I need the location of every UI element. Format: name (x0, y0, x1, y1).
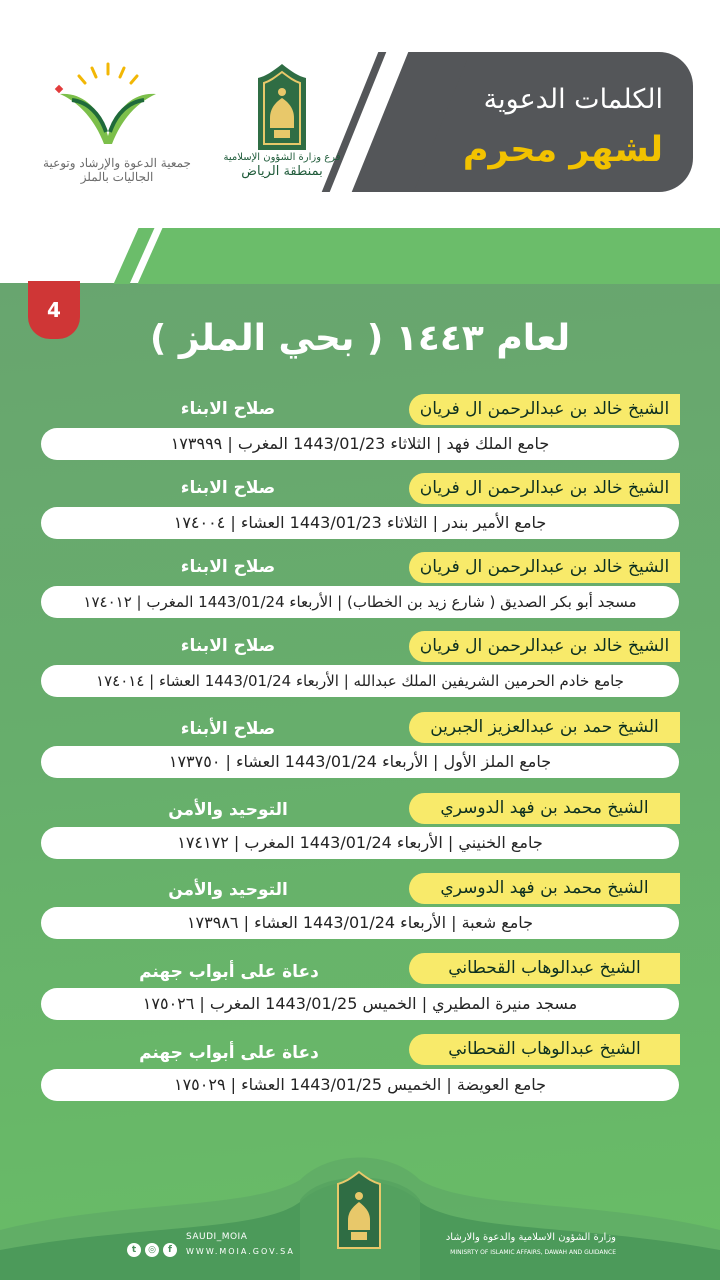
topic-title: التوحيد والأمن (168, 880, 288, 900)
ministry-logo (322, 1168, 396, 1258)
ministry-name-ar: وزارة الشؤون الاسلامية والدعوة والارشاد (445, 1232, 616, 1243)
topic-title: التوحيد والأمن (168, 800, 288, 820)
speaker-name: الشيخ خالد بن عبدالرحمن ال فريان (409, 552, 680, 583)
speaker-name: الشيخ خالد بن عبدالرحمن ال فريان (409, 473, 680, 504)
speaker-name: الشيخ خالد بن عبدالرحمن ال فريان (409, 394, 680, 425)
speaker-name: الشيخ عبدالوهاب القحطاني (409, 953, 680, 984)
social-handle: SAUDI_MOIA (186, 1232, 248, 1242)
speaker-name: الشيخ عبدالوهاب القحطاني (409, 1034, 680, 1065)
title-line1: الكلمات الدعوية (483, 84, 663, 115)
twitter-icon[interactable]: t (127, 1243, 141, 1257)
speaker-name: الشيخ محمد بن فهد الدوسري (409, 873, 680, 904)
lecture-details: جامع الملز الأول | الأربعاء 1443/01/24 العشاء | ١٧٣٧٥٠ (41, 746, 679, 778)
association-logo (52, 58, 164, 150)
website-url[interactable]: WWW.MOIA.GOV.SA (186, 1247, 295, 1256)
topic-title: صلاح الابناء (180, 478, 276, 498)
title-box (412, 52, 693, 192)
lecture-details: جامع الخنيني | الأربعاء 1443/01/24 المغرب | ١٧٤١٧٢ (41, 827, 679, 859)
speaker-name: الشيخ حمد بن عبدالعزيز الجبرين (409, 712, 680, 743)
green-stripe (145, 228, 720, 284)
lecture-details: مسجد أبو بكر الصديق ( شارع زيد بن الخطاب) | الأربعاء 1443/01/24 المغرب | ١٧٤٠١٢ (41, 586, 679, 618)
speaker-name: الشيخ خالد بن عبدالرحمن ال فريان (409, 631, 680, 662)
lecture-details: جامع الملك فهد | الثلاثاء 1443/01/23 المغرب | ١٧٣٩٩٩ (41, 428, 679, 460)
social-icons (127, 1243, 177, 1259)
lecture-details: مسجد منيرة المطيري | الخميس 1443/01/25 المغرب | ١٧٥٠٢٦ (41, 988, 679, 1020)
page-number-badge: 4 (28, 281, 80, 339)
speaker-name: الشيخ محمد بن فهد الدوسري (409, 793, 680, 824)
topic-title: دعاة على أبواب جهنم (139, 962, 319, 982)
ministry-name-en: MINISRTY OF ISLAMIC AFFAIRS, DAWAH AND GUIDANCE (450, 1249, 616, 1256)
instagram-icon[interactable]: ◎ (145, 1243, 159, 1257)
title-line2: لشهر محرم (462, 130, 663, 170)
page-heading: لعام ١٤٤٣ ( بحي الملز ) (149, 318, 571, 359)
lecture-details: جامع العويضة | الخميس 1443/01/25 العشاء | ١٧٥٠٢٩ (41, 1069, 679, 1101)
topic-title: صلاح الأبناء (180, 719, 276, 739)
lecture-details: جامع الأمير بندر | الثلاثاء 1443/01/23 العشاء | ١٧٤٠٠٤ (41, 507, 679, 539)
logo1-text-line1: فرع وزارة الشؤون الإسلامية (223, 152, 341, 163)
topic-title: صلاح الابناء (180, 399, 276, 419)
topic-title: دعاة على أبواب جهنم (139, 1043, 319, 1063)
logo1-text-line2: بمنطقة الرياض (241, 164, 323, 179)
facebook-icon[interactable]: f (163, 1243, 177, 1257)
logo2-text: جمعية الدعوة والإرشاد وتوعية الجاليات بالملز (43, 156, 191, 184)
topic-title: صلاح الابناء (180, 557, 276, 577)
topic-title: صلاح الابناء (180, 636, 276, 656)
lecture-details: جامع خادم الحرمين الشريفين الملك عبدالله | الأربعاء 1443/01/24 العشاء | ١٧٤٠١٤ (41, 665, 679, 697)
lecture-details: جامع شعبة | الأربعاء 1443/01/24 العشاء | ١٧٣٩٨٦ (41, 907, 679, 939)
